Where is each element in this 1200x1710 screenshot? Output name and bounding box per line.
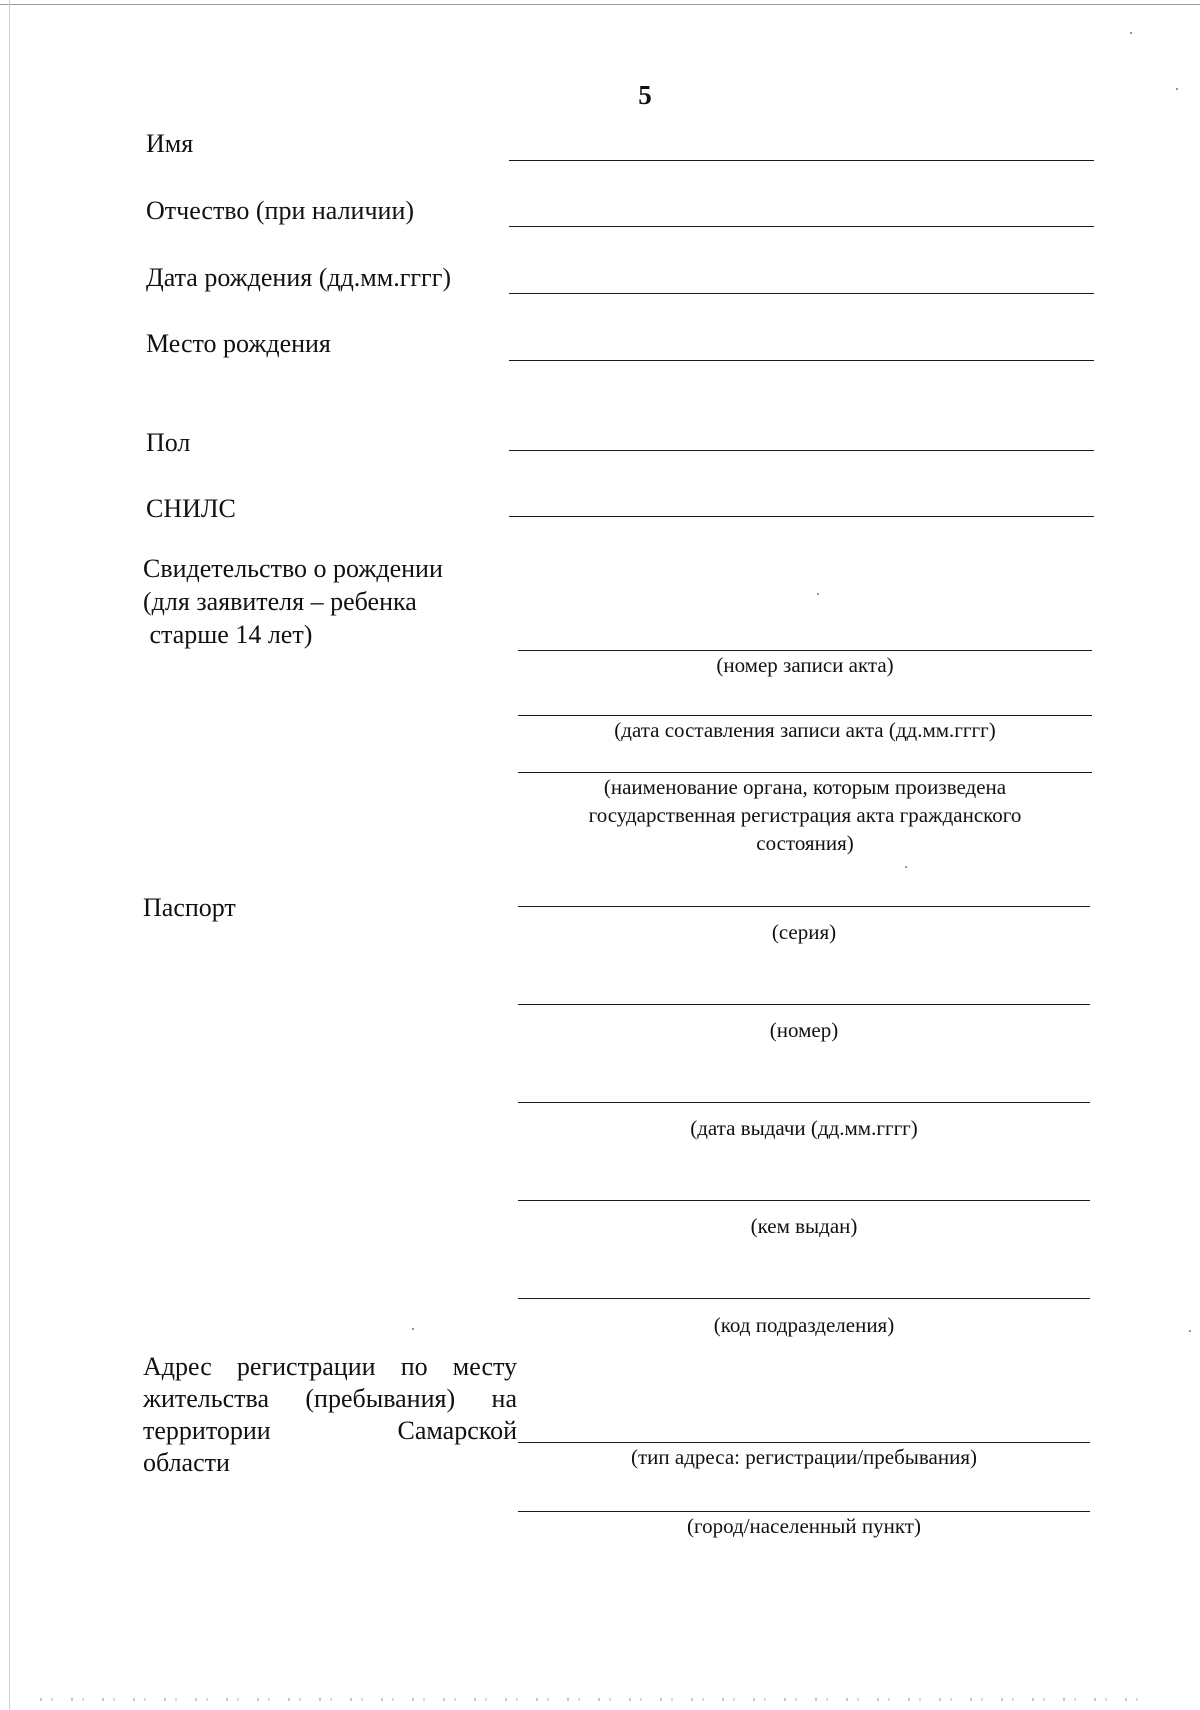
address-label-line-4: области [143,1448,230,1477]
address-type-caption: (тип адреса: регистрации/пребывания) [631,1445,977,1469]
birth-place-field[interactable] [509,360,1094,361]
passport-issue-date-caption: (дата выдачи (дд.мм.гггг) [690,1116,918,1140]
patronymic-label: Отчество (при наличии) [146,196,415,225]
passport-label: Паспорт [143,893,236,922]
passport-series-field[interactable] [518,906,1090,907]
scan-speck [905,866,907,868]
scan-speck [1130,32,1132,34]
scan-edge-top [0,4,1200,5]
passport-issue-date-field[interactable] [518,1102,1090,1103]
passport-series-caption: (серия) [771,920,837,944]
scan-speck [817,593,819,595]
first-name-field[interactable] [509,160,1094,161]
address-label-line-2: жительства (пребывания) на [143,1384,517,1413]
address-label-line-3: территории Самарской [143,1416,517,1445]
record-date-caption: (дата составления записи акта (дд.мм.гггг) [614,718,996,742]
birth-certificate-label-line-3: старше 14 лет) [143,620,313,649]
passport-department-code-caption: (код подразделения) [713,1313,895,1337]
passport-issued-by-caption: (кем выдан) [750,1214,858,1238]
passport-department-code-field[interactable] [518,1298,1090,1299]
birth-place-label: Место рождения [146,329,331,358]
snils-label: СНИЛС [146,494,236,523]
address-label [143,1351,517,1479]
city-caption: (город/населенный пункт) [687,1514,921,1538]
scan-edge-left [9,0,10,1710]
passport-number-field[interactable] [518,1004,1090,1005]
record-number-caption: (номер записи акта) [716,653,894,677]
birth-date-field[interactable] [509,293,1094,294]
sex-field[interactable] [509,450,1094,451]
first-name-label: Имя [146,129,194,158]
birth-date-label: Дата рождения (дд.мм.гггг) [146,263,452,292]
passport-number-caption: (номер) [769,1018,839,1042]
passport-issued-by-field[interactable] [518,1200,1090,1201]
birth-certificate-label-line-1: Свидетельство о рождении [143,554,443,583]
registry-authority-caption-line-2: государственная регистрация акта гражданского [588,803,1022,827]
patronymic-field[interactable] [509,226,1094,227]
page-number: 5 [638,80,652,110]
scan-speck [1189,1330,1191,1332]
scan-speck [412,1328,414,1330]
scan-noise-bottom [40,1698,1140,1701]
registry-authority-caption-line-1: (наименование органа, которым произведена [603,775,1007,799]
address-label-line-1: Адрес регистрации по месту [143,1352,517,1381]
birth-certificate-label-line-2: (для заявителя – ребенка [143,587,417,616]
snils-field[interactable] [509,516,1094,517]
scan-speck [1176,88,1178,90]
sex-label: Пол [146,428,191,457]
registry-authority-caption-line-3: состояния) [756,831,854,855]
